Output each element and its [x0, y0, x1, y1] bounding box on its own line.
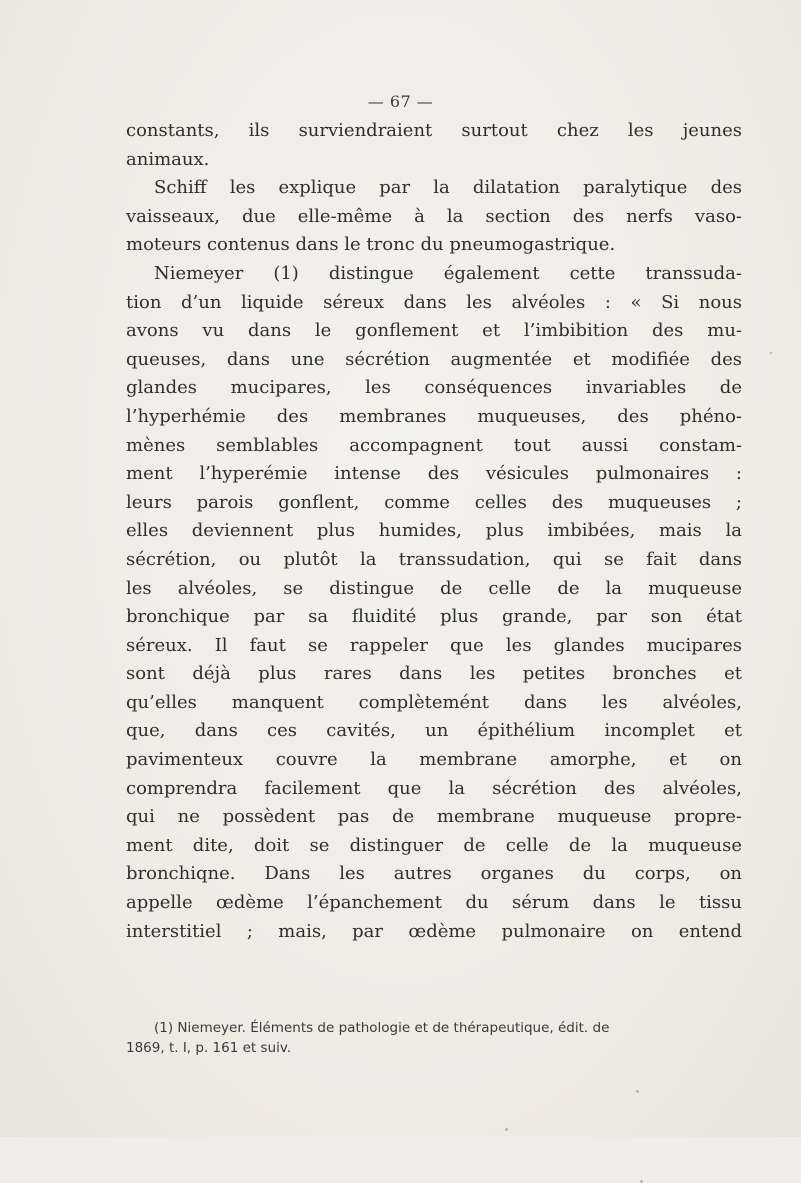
text-line: tion d’un liquide séreux dans les alvéoles : « Si nous	[126, 291, 742, 313]
text-line: qu’elles manquent complètemént dans les alvéoles,	[126, 691, 742, 713]
text-line: qui ne possèdent pas de membrane muqueuse propre-	[126, 806, 742, 828]
text-line: vaisseaux, due elle-même à la section des nerfs vaso-	[126, 205, 742, 227]
text-line: glandes mucipares, les conséquences invariables de	[126, 377, 742, 399]
text-line: animaux.	[126, 148, 210, 170]
text-line: moteurs contenus dans le tronc du pneumogastrique.	[126, 234, 616, 256]
text-line: avons vu dans le gonflement et l’imbibition des mu-	[126, 320, 742, 342]
footnote-line: 1869, t. I, p. 161 et suiv.	[126, 1040, 292, 1056]
paper-speck	[636, 1090, 639, 1093]
text-line: constants, ils surviendraient surtout chez les jeunes	[126, 120, 742, 141]
text-line: Niemeyer (1) distingue également cette transsuda-	[154, 262, 742, 284]
text-line: queuses, dans une sécrétion augmentée et modifiée des	[126, 348, 742, 370]
text-line: l’hyperhémie des membranes muqueuses, des phéno-	[126, 405, 742, 427]
text-line: comprendra facilement que la sécrétion des alvéoles,	[126, 777, 742, 799]
text-line: que, dans ces cavités, un épithélium incomplet et	[126, 720, 742, 742]
text-line: sécrétion, ou plutôt la transsudation, qui se fait dans	[126, 548, 742, 570]
text-line: ment dite, doit se distinguer de celle de la muqueuse	[126, 834, 742, 856]
text-line: ment l’hyperémie intense des vésicules pulmonaires :	[126, 463, 742, 485]
text-line: pavimenteux couvre la membrane amorphe, et on	[126, 749, 742, 771]
text-line: elles deviennent plus humides, plus imbibées, mais la	[126, 520, 742, 542]
paper-speck	[505, 1128, 508, 1131]
paper-speck	[770, 352, 772, 354]
text-line: appelle œdème l’épanchement du sérum dans le tissu	[126, 892, 742, 914]
text-line: mènes semblables accompagnent tout aussi constam-	[126, 434, 742, 456]
page-number: — 67 —	[367, 92, 434, 111]
footnote	[126, 1018, 742, 1058]
text-line: les alvéoles, se distingue de celle de la muqueuse	[126, 577, 742, 599]
text-line: leurs parois gonflent, comme celles des muqueuses ;	[126, 491, 742, 513]
text-line: séreux. Il faut se rappeler que les glandes mucipares	[126, 634, 742, 656]
text-line: bronchiqne. Dans les autres organes du corps, on	[126, 863, 742, 885]
text-line: bronchique par sa fluidité plus grande, par son état	[126, 606, 742, 628]
body-text	[126, 117, 742, 946]
text-line: sont déjà plus rares dans les petites bronches et	[126, 663, 742, 685]
footnote-line: (1) Niemeyer. Éléments de pathologie et de thérapeutique, édit. de	[154, 1020, 610, 1036]
text-line: interstitiel ; mais, par œdème pulmonaire on entend	[126, 920, 742, 942]
text-line: Schiff les explique par la dilatation paralytique des	[154, 177, 742, 199]
